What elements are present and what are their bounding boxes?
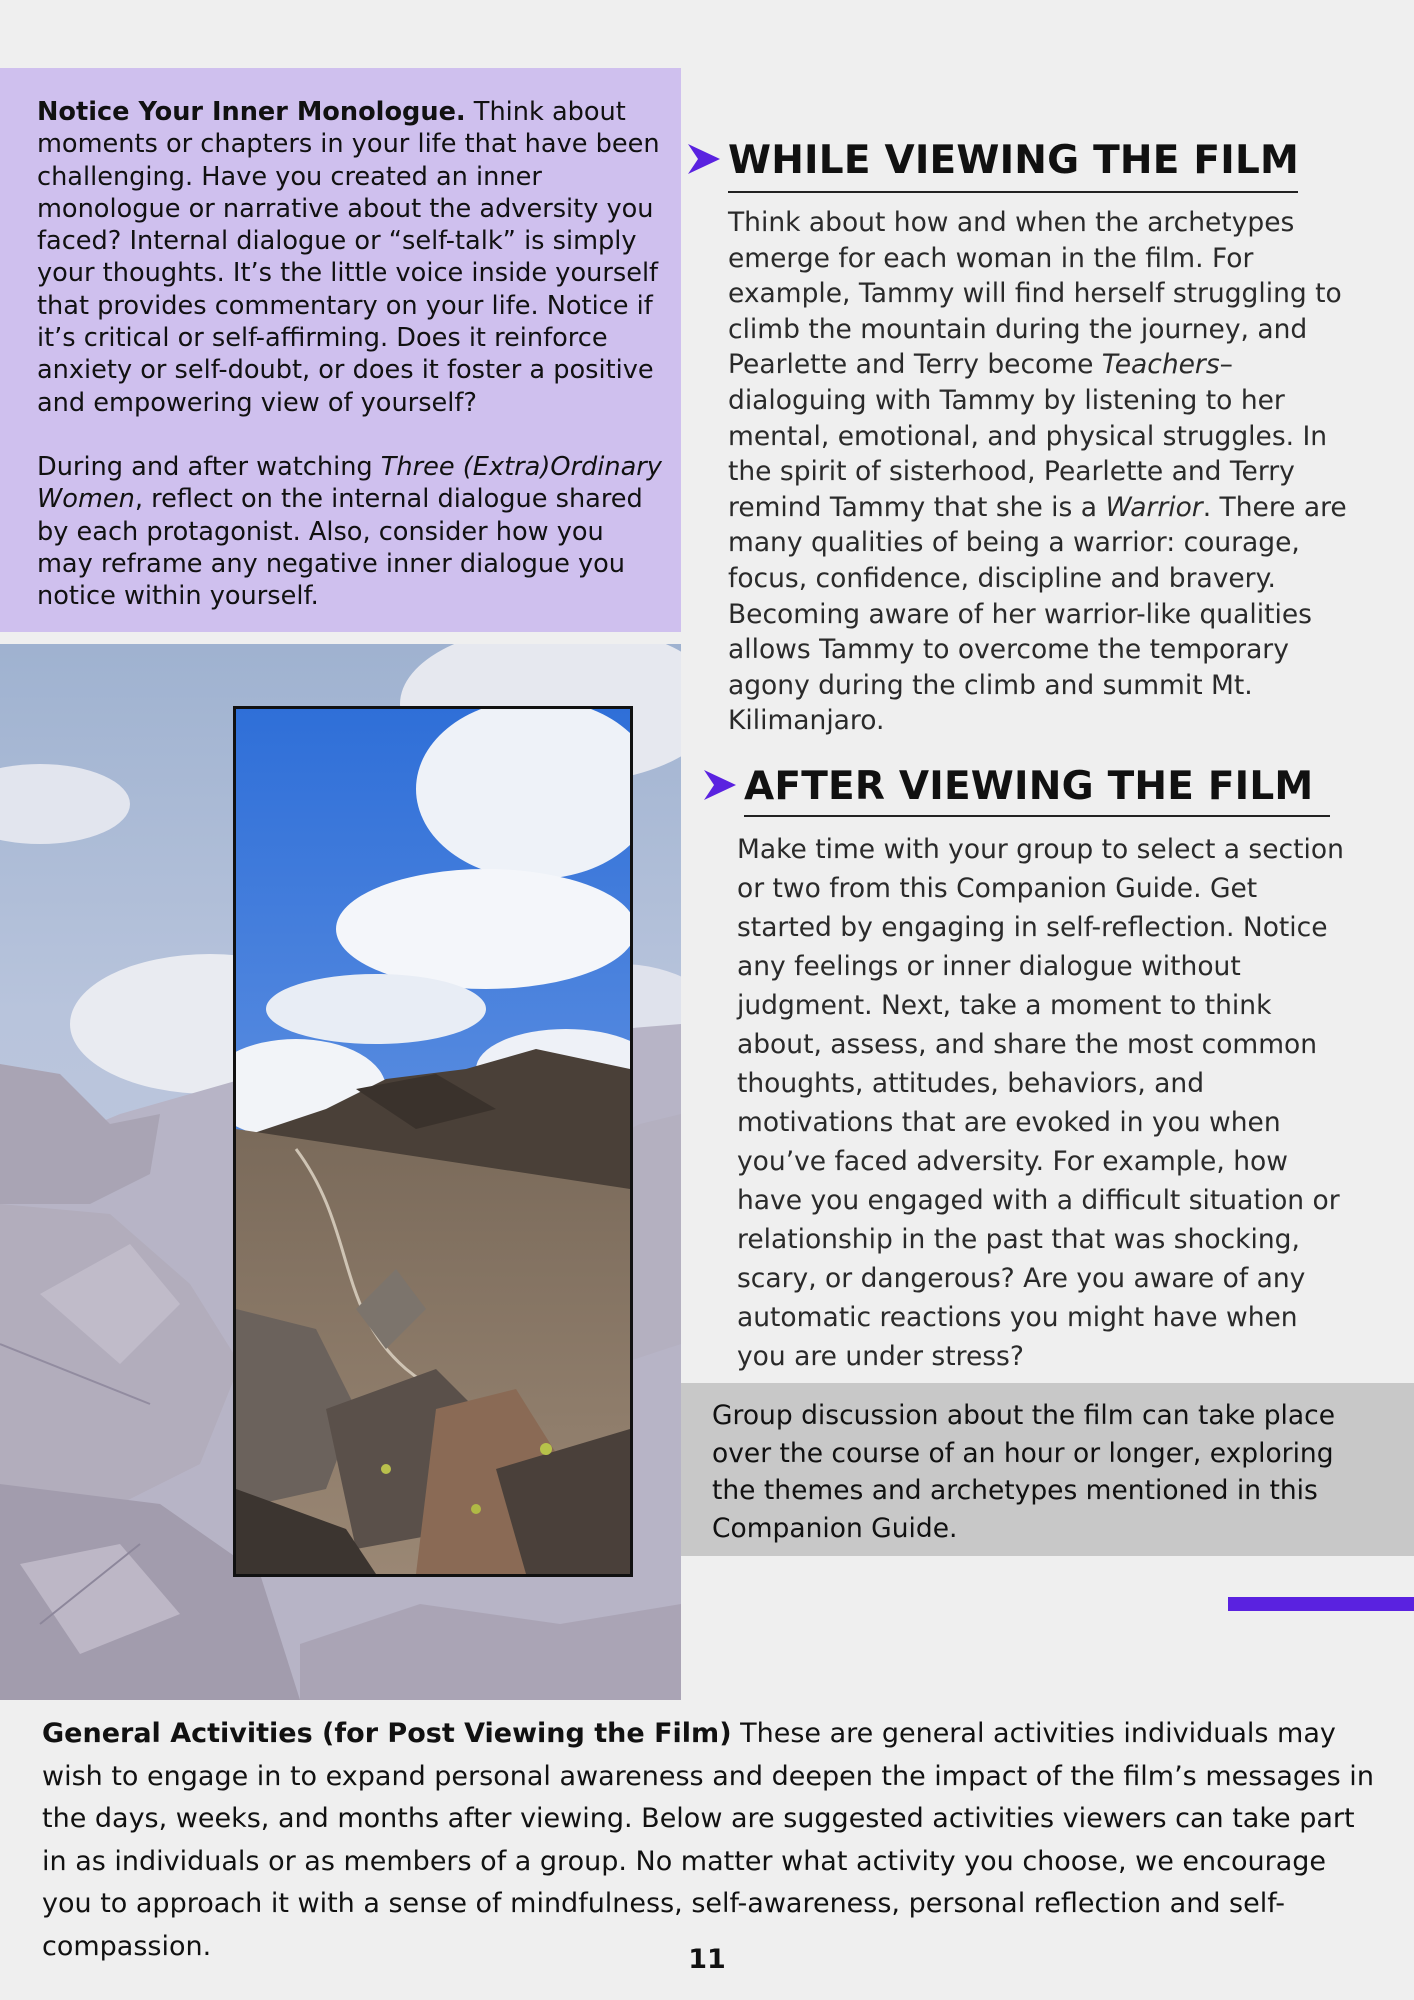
after-viewing-paragraph: Make time with your group to select a section or two from this Companion Guide. Get started by engaging in self-reflection. Notice any feelings or inner dialogue without judgment. Next, take a moment to think about, assess, and share the most common thoughts, attitudes, behaviors, and motivations that are evoked in you when you’ve faced adversity. For example, how have you engaged with a difficult situation or relationship in the past that was shocking, scary, or dangerous? Are you aware of any automatic reactions you might have when you are under stress? [737, 834, 1344, 1372]
after-viewing-heading: AFTER VIEWING THE FILM [744, 764, 1314, 809]
general-activities-title: General Activities (for Post Viewing the Film) [42, 1718, 732, 1749]
general-activities-paragraph [42, 1713, 1382, 1968]
inner-monologue-para2-end: , reflect on the internal dialogue shared by each protagonist. Also, consider how you may reframe any negative inner dialogue you notice within yourself. [37, 484, 643, 612]
inner-monologue-box [0, 68, 681, 632]
inner-monologue-paragraph-1 [37, 96, 667, 419]
inner-monologue-para2-start: During and after watching [37, 451, 381, 482]
group-discussion-text: Group discussion about the film can take place over the course of an hour or longer, exploring the themes and archetypes mentioned in this Companion Guide. [712, 1400, 1336, 1544]
while-viewing-text-3: . There are many qualities of being a warrior: courage, focus, confidence, discipline and bravery. Becoming aware of her warrior-like qualities allows Tammy to overcome the temporary agony during the climb and summit Mt. Kilimanjaro. [728, 491, 1347, 737]
inner-monologue-intro: Think about moments or chapters in your life that have been challenging. Have you created an inner monologue or narrative about the adversity you faced? Internal dialogue or “self-talk” is simply your thoughts. It’s the little voice inside yourself that provides commentary on your life. Notice if it’s critical or self-affirming. Does it reinforce anxiety or self-doubt, or does it foster a positive and empowering view of yourself? [37, 97, 660, 418]
accent-bar [1228, 1597, 1414, 1611]
after-viewing-text [737, 830, 1347, 1376]
warrior-term: Warrior [1105, 491, 1203, 523]
group-discussion-box [681, 1383, 1414, 1556]
arrow-bullet-icon [702, 768, 736, 802]
teachers-term: Teachers [1101, 349, 1220, 381]
page-number: 11 [688, 1944, 726, 1975]
while-viewing-underline [728, 191, 1298, 193]
after-viewing-underline [744, 815, 1330, 817]
inner-monologue-title: Notice Your Inner Monologue. [37, 97, 466, 127]
general-activities-text: These are general activities individuals may wish to engage in to expand personal awareness and deepen the impact of the film’s messages in the days, weeks, and months after viewing. Below are suggested activities viewers can take part in as individuals or as members of a group. No matter what activity you choose, we encourage you to approach it with a sense of mindfulness, self-awareness, personal reflection and self-compassion. [42, 1718, 1374, 1962]
while-viewing-text-2: – dialoguing with Tammy by listening to her mental, emotional, and physical struggles. In the spirit of sisterhood, Pearlette and Terry remind Tammy that she is a [728, 349, 1328, 523]
while-viewing-text-1: Think about how and when the archetypes emerge for each woman in the film. For example, Tammy will find herself struggling to climb the mountain during the journey, and Pearlette and Terry become [728, 207, 1342, 381]
while-viewing-text [728, 205, 1348, 739]
kilimanjaro-trail-photo [233, 706, 633, 1577]
film-title: Three (Extra)Ordinary Women [37, 451, 662, 515]
arrow-bullet-icon [686, 142, 720, 176]
while-viewing-heading: WHILE VIEWING THE FILM [728, 138, 1300, 183]
inner-monologue-text [37, 96, 667, 612]
inner-monologue-paragraph-2 [37, 451, 667, 612]
